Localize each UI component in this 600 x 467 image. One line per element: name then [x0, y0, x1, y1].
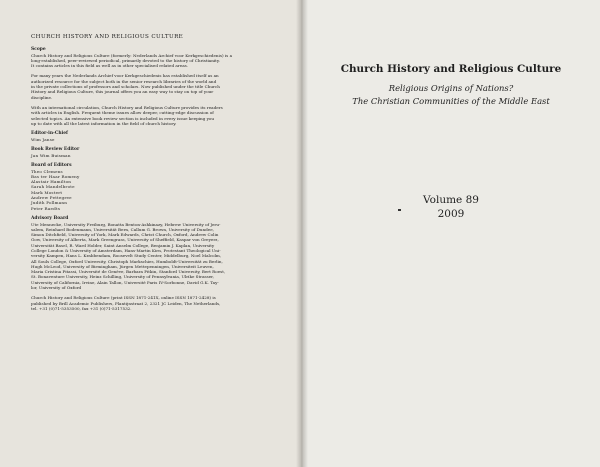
board-of-editors-section [31, 163, 290, 211]
editor-name: Mark Mostert [31, 189, 63, 195]
advisory-line: University of California, Irvine, Alain Tallon, Université Paris IV-Sorbonne, David G.K. Tay- [31, 279, 219, 285]
advisory-line: salem, Reinhard Bodenmann, Universität Bern, Callum G. Brown, University of Dundee, [31, 226, 214, 232]
editor-in-chief-heading: Editor-in-Chief [31, 131, 68, 137]
body-line: with articles in English. Frequent theme issues allow deeper, cutting-edge discussion of [31, 110, 214, 116]
editor-name: Alastair Hamilton [31, 179, 72, 185]
editor-name: Peter Raedts [31, 205, 61, 211]
advisory-line: College London & University of Amsterdam, Hans-Martin Kirn, Protestant Theological Uni- [31, 247, 221, 253]
publisher-line: Church History and Religious Culture (print ISSN 1871-241X, online ISSN 1871-2428) is [31, 295, 216, 301]
journal-title: Church History and Religious Culture [340, 63, 562, 75]
advisory-line: lor, University of Oxford [31, 285, 82, 291]
body-line: selected topics. An extensive book review section is included in every issue keeping you [31, 115, 215, 121]
advisory-line: Universität Basel, R. Ward Holder, Saint Anselm College, Benjamin J. Kaplan, University [31, 242, 215, 248]
publication-year: 2009 [437, 208, 465, 220]
editor-name: Judith Pollmann [31, 200, 68, 206]
publisher-line: tel. +31 (0)71-5353500, fax +31 (0)71-5317532. [31, 305, 132, 311]
advisory-line: Gow, University of Alberta, Mark Greengrass, University of Sheffield, Kaspar von Greyerz, [31, 237, 219, 243]
editor-name: Bas ter Haar Romeny [31, 173, 80, 179]
scope-section [31, 47, 290, 68]
editor-name: Wim Janse [31, 136, 55, 142]
paragraph-3 [31, 105, 290, 126]
body-line: With an international circulation, Church History and Religious Culture provides its readers [31, 104, 223, 110]
advisory-line: Maria Cristina Pitassi, Université de Genève, Barbara Pitkin, Stanford University, Bert Roest, [31, 269, 226, 275]
body-line: up to date with all the latest information in the field of church history. [31, 120, 177, 126]
body-line: discipline. [31, 94, 53, 100]
body-line: in the private collections of professors and scholars. Now published under the title Church [31, 84, 220, 90]
scope-line: long-established, peer-reviewed periodical, primarily devoted to the history of Christianity. [31, 57, 220, 63]
editor-name: Theo Clemens [31, 168, 63, 174]
editor-name: Jan Wim Buisman [31, 152, 71, 158]
book-gutter [296, 0, 308, 467]
editor-in-chief-section [31, 131, 290, 142]
advisory-board-section [31, 216, 290, 290]
editor-name: Andrew Pettegree [31, 195, 72, 201]
book-review-editor-section [31, 147, 290, 158]
body-line: authorized resource for the subject both in the senior research libraries of the world and [31, 78, 217, 84]
board-of-editors-heading: Board of Editors [31, 162, 72, 168]
publisher-line: published by Brill Academic Publishers, Plantijnstraat 2, 2321 JC Leiden, The Netherlands, [31, 300, 221, 306]
issue-subtitle-2: The Christian Communities of the Middle East [352, 96, 550, 106]
scope-line: It contains articles in this field as well as in other specialised related areas. [31, 63, 189, 69]
scope-line: Church History and Religious Culture (formerly: Nederlands Archief voor Kerkgeschiedenis) is a [31, 52, 233, 58]
right-page [302, 0, 600, 467]
advisory-line: St. Bonaventure University, Heinz Schilling, University of Pennsylvania, Ulrike Strasser, [31, 274, 214, 280]
running-head: CHURCH HISTORY AND RELIGIOUS CULTURE [31, 34, 184, 40]
body-line: For many years the Nederlands Archief voor Kerkgeschiedenis has established itself as an [31, 73, 219, 79]
editor-name: Sarah Mandelbrote [31, 184, 75, 190]
advisory-line: Simon Ditchfield, University of York, Mark Edwards, Christ Church, Oxford, Andrew Colin [31, 232, 219, 238]
scope-heading: Scope [31, 47, 46, 52]
advisory-line: Hugh McLeod, University of Birmingham, Jürgen Mettepenningen, Universiteit Leuven, [31, 263, 214, 269]
paragraph-2 [31, 73, 290, 99]
issue-subtitle-1: Religious Origins of Nations? [388, 83, 514, 93]
ink-speck [398, 209, 401, 211]
advisory-line: All Souls College, Oxford University, Christoph Markschies, Humboldt-Universität zu Berlin, [31, 258, 223, 264]
publisher-info [31, 295, 290, 311]
advisory-line: Ute Mennecke, University Freiburg, Bonatta Benton-Ashkinazy, Hebrew University of Jeru- [31, 221, 221, 227]
book-review-editor-heading: Book Review Editor [31, 147, 80, 153]
advisory-line: versity Kampen, Hans L. Krabbendam, Roosevelt Study Center, Middelburg, Noel Malcolm, [31, 253, 222, 259]
volume-number: Volume 89 [423, 194, 479, 206]
advisory-board-heading: Advisory Board [31, 215, 69, 221]
body-line: History and Religious Culture, this journal offers you an easy way to stay on top of your [31, 89, 214, 95]
